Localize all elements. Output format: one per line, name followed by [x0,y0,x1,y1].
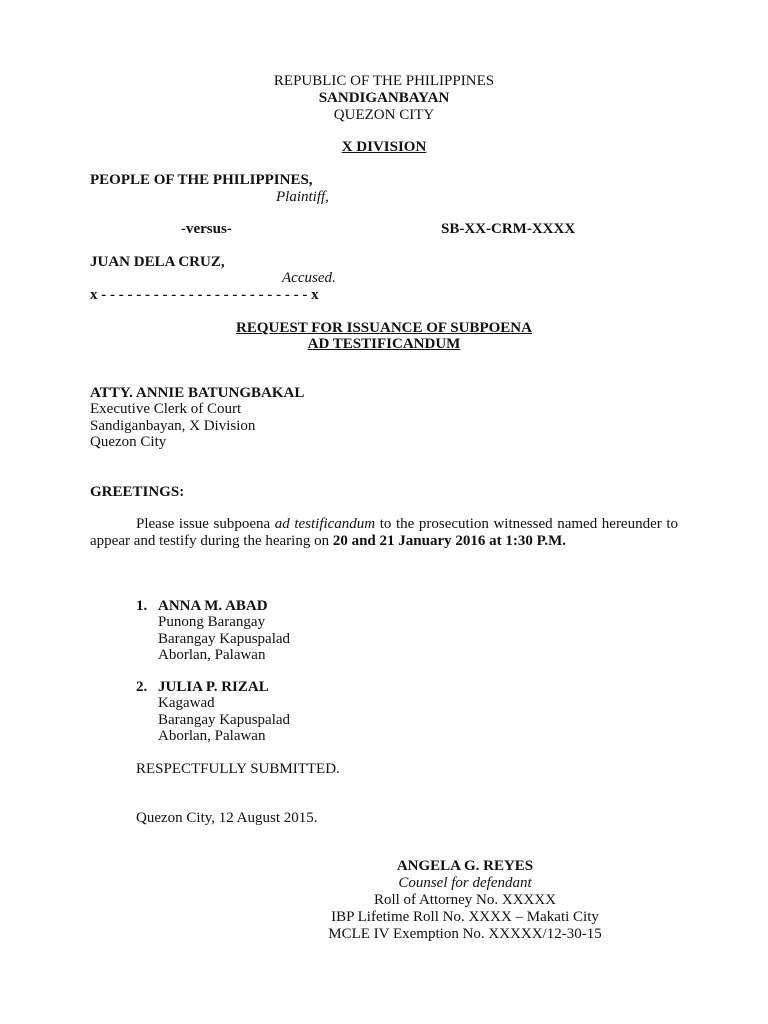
signatory-role: Counsel for defendant [398,875,532,891]
mcle-exemption: MCLE IV Exemption No. XXXXX/12-30-15 [328,926,602,942]
witness-2-place: Aborlan, Palawan [158,728,266,744]
witness-2-position: Kagawad [158,695,215,711]
signature-block [290,858,640,943]
header-division: X DIVISION [341,139,427,155]
plaintiff-role: Plaintiff, [276,189,329,205]
witness-1-position: Punong Barangay [158,614,266,630]
addressee-position: Executive Clerk of Court [90,401,242,417]
witness-1-barangay: Barangay Kapuspalad [158,631,291,647]
addressee-name: ATTY. ANNIE BATUNGBAKAL [90,385,305,401]
witness-1-place: Aborlan, Palawan [158,647,266,663]
body-text-italic: ad testificandum [274,516,376,532]
witness-2-number: 2. [136,679,148,695]
header-republic: REPUBLIC OF THE PHILIPPINES [273,73,495,89]
greeting: GREETINGS: [90,484,185,500]
body-text-hearing-date: 20 and 21 January 2016 at 1:30 P.M. [332,533,567,549]
body-text-part2: to the prosecution witnessed named hereunder to appear and testify during the hearing on [90,516,678,549]
body-paragraph [90,516,678,550]
witness-1-number: 1. [136,598,148,614]
document-title-line1: REQUEST FOR ISSUANCE OF SUBPOENA [236,320,532,336]
case-number: SB-XX-CRM-XXXX [441,221,576,237]
header-city: QUEZON CITY [333,107,435,123]
place-date: Quezon City, 12 August 2015. [136,810,318,826]
accused-role: Accused. [282,270,336,286]
header-court: SANDIGANBAYAN [318,90,450,106]
witness-2-barangay: Barangay Kapuspalad [158,712,291,728]
document-title-line2: AD TESTIFICANDUM [307,336,461,352]
ibp-roll: IBP Lifetime Roll No. XXXX – Makati City [331,909,599,925]
roll-of-attorney: Roll of Attorney No. XXXXX [373,892,557,908]
plaintiff-name: PEOPLE OF THE PHILIPPINES, [90,172,313,188]
addressee-city: Quezon City [90,434,167,450]
versus-label: -versus- [181,221,232,237]
closing-statement: RESPECTFULLY SUBMITTED. [136,761,340,777]
caption-separator: x - - - - - - - - - - - - - - - - - - - - - - - - x [90,287,319,303]
witness-2-name: JULIA P. RIZAL [158,679,269,695]
body-text-part1: Please issue subpoena [136,516,275,532]
accused-name: JUAN DELA CRUZ, [90,254,225,270]
addressee-office: Sandiganbayan, X Division [90,418,256,434]
signatory-name: ANGELA G. REYES [396,858,534,874]
witness-1-name: ANNA M. ABAD [158,598,268,614]
